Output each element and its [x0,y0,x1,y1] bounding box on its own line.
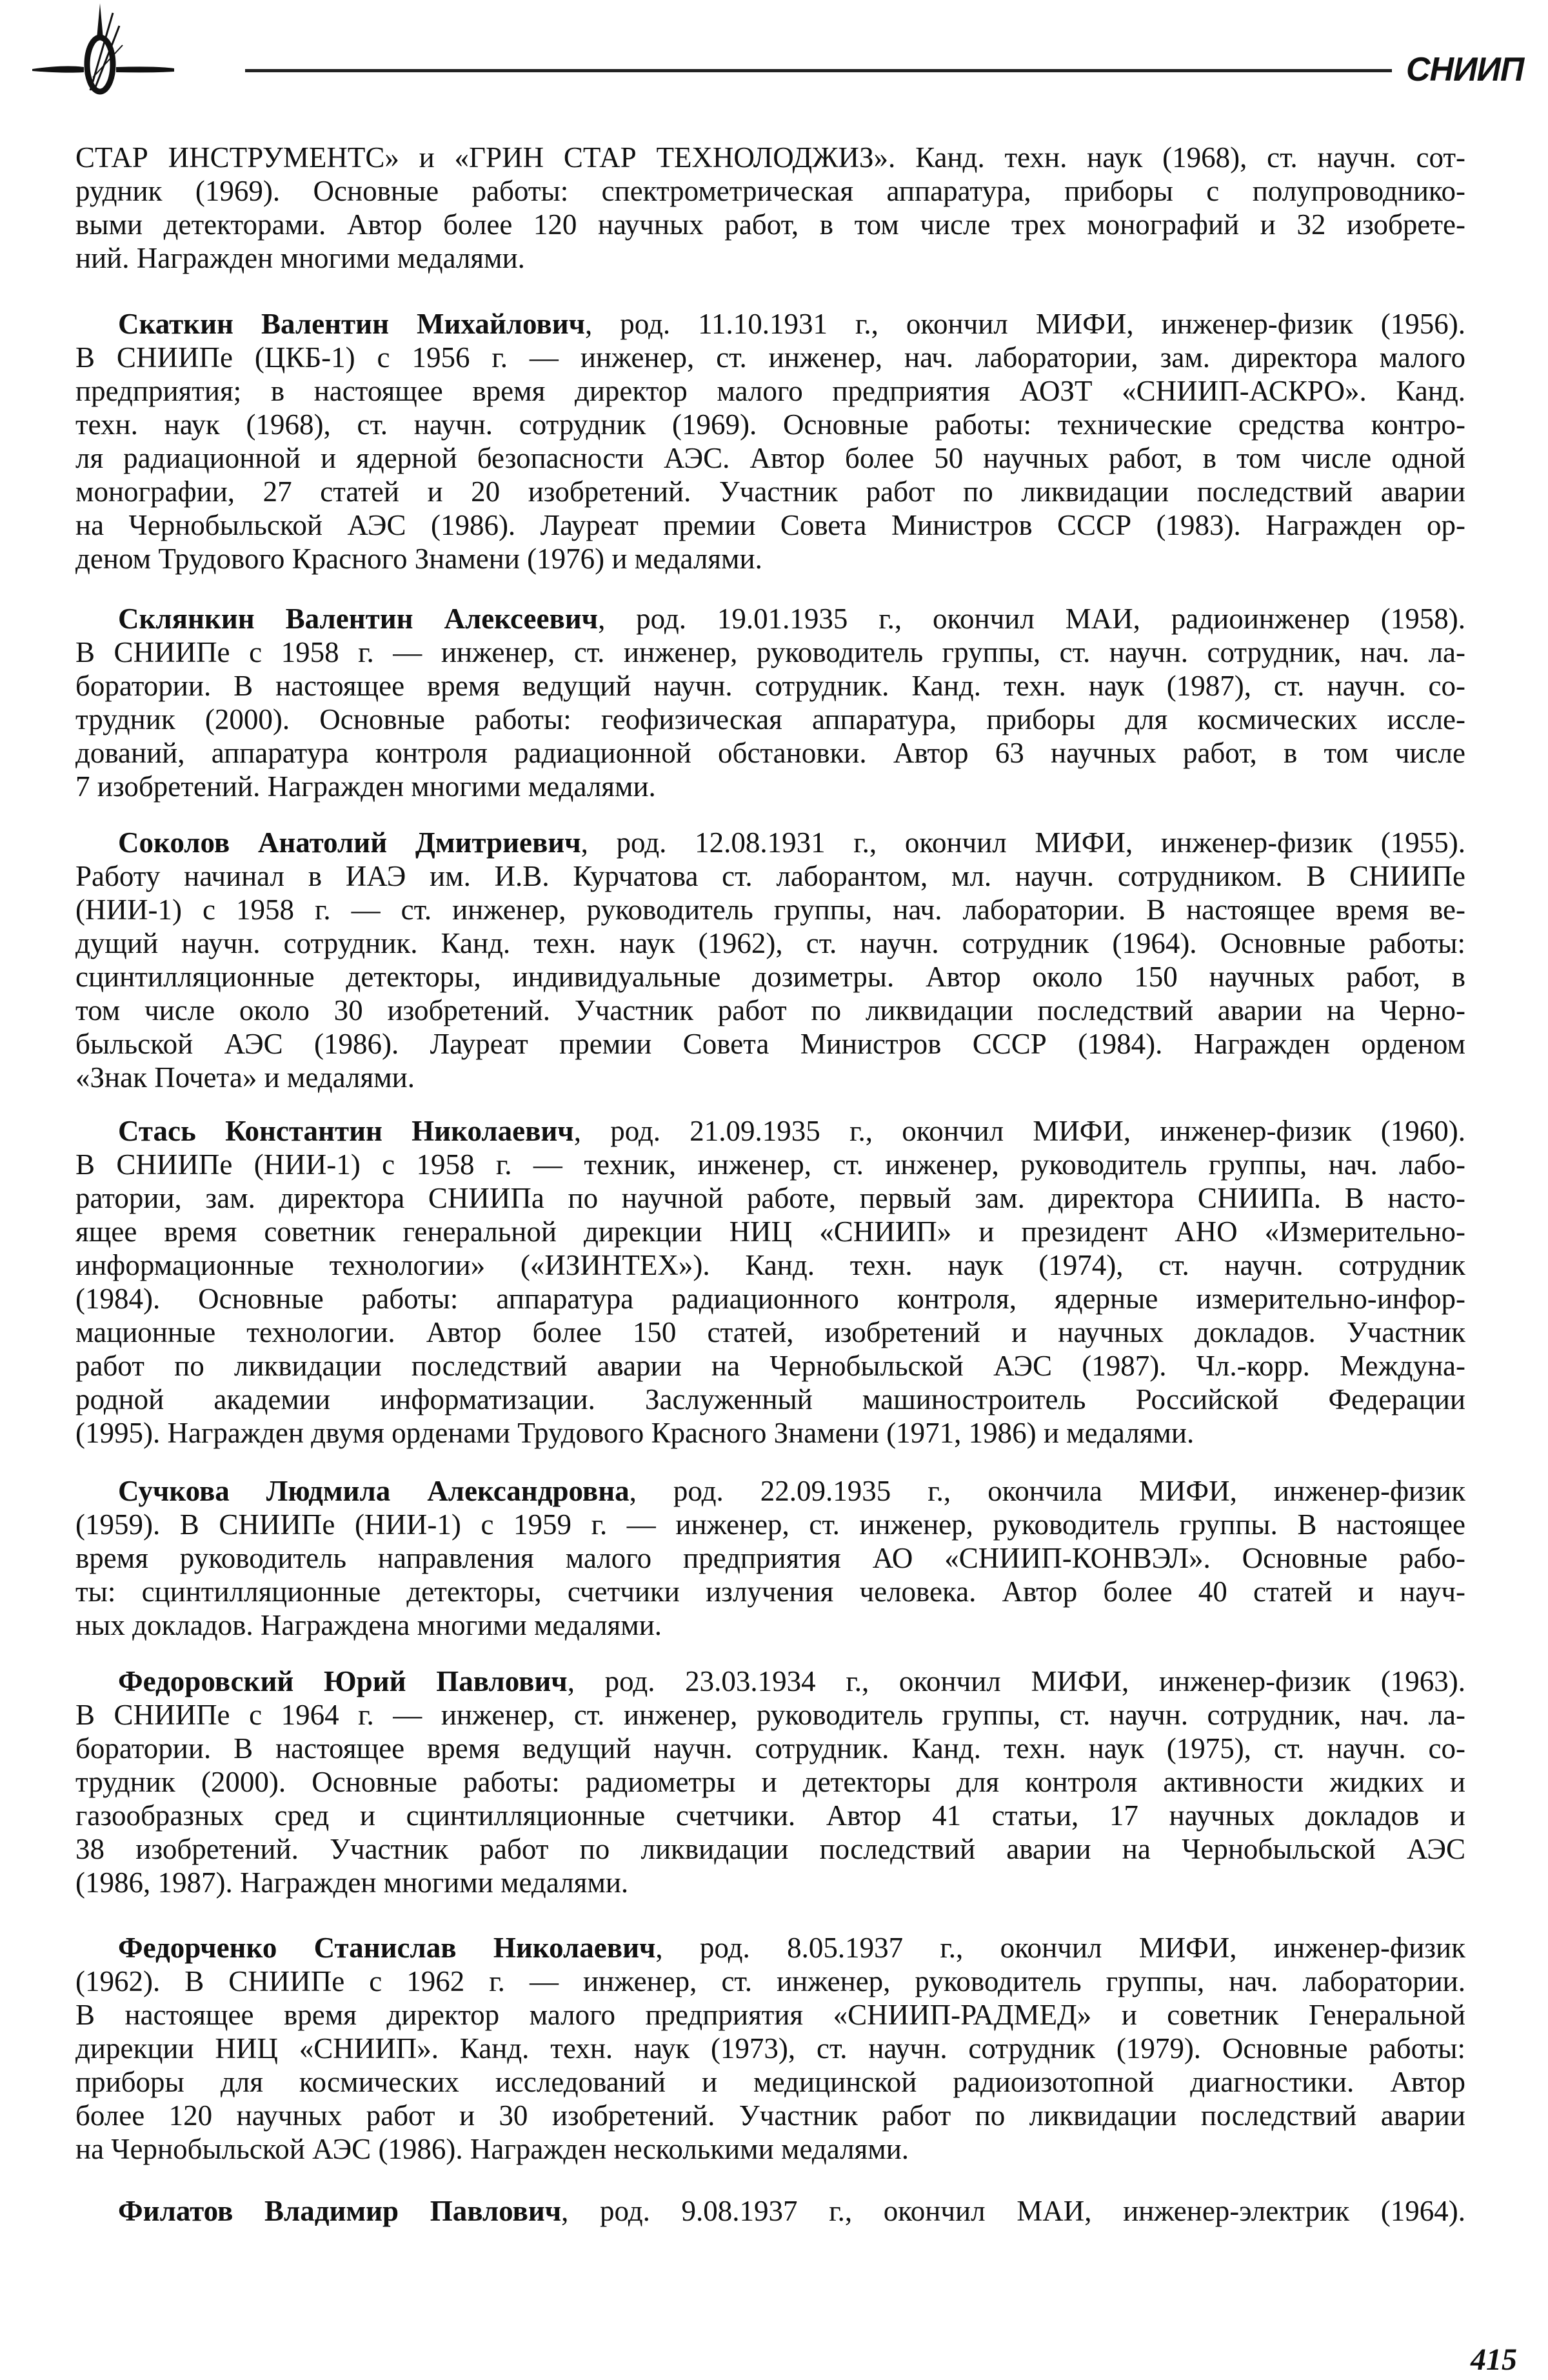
text-line: В СНИИПе с 1964 г. — инженер, ст. инженер, руководитель группы, ст. научн. сотрудник, нач. ла- [75,1699,1465,1731]
entry-text: , род. 19.01.1935 г., окончил МАИ, радиоинженер (1958). [598,603,1465,635]
text-line [75,1114,1465,1148]
text-line: время руководитель направления малого предприятия АО «СНИИП-КОНВЭЛ». Основные рабо- [75,1542,1465,1574]
text-line: том числе около 30 изобретений. Участник работ по ликвидации последствий аварии на Черно- [75,994,1465,1026]
text-line: ящее время советник генеральной дирекции НИЦ «СНИИП» и президент АНО «Измерительно- [75,1215,1465,1248]
text-line [75,1931,1465,1965]
text-line: монографии, 27 статей и 20 изобретений. Участник работ по ликвидации последствий аварии [75,475,1465,508]
text-line: ты: сцинтилляционные детекторы, счетчики излучения человека. Автор более 40 статей и науч- [75,1575,1465,1608]
biography-entry [75,307,1465,575]
text-line: техн. наук (1968), ст. научн. сотрудник (1969). Основные работы: технические средства контро- [75,408,1465,441]
biography-entry [75,602,1465,803]
text-line [75,2194,1465,2228]
person-name: Филатов Владимир Павлович [118,2195,562,2227]
continued-paragraph [75,141,1465,275]
text-line [75,1474,1465,1508]
text-line: СТАР ИНСТРУМЕНТС» и «ГРИН СТАР ТЕХНОЛОДЖИЗ». Канд. техн. наук (1968), ст. научн. сот- [75,141,1465,174]
text-line: приборы для космических исследований и медицинской радиоизотопной диагностики. Автор [75,2066,1465,2098]
entry-text: , род. 22.09.1935 г., окончила МИФИ, инженер-физик [629,1475,1465,1507]
entry-text: , род. 12.08.1931 г., окончил МИФИ, инженер-физик (1955). [580,826,1465,859]
text-line: на Чернобыльской АЭС (1986). Награжден несколькими медалями. [75,2133,909,2165]
text-line: В СНИИПе (НИИ-1) с 1958 г. — техник, инженер, ст. инженер, руководитель группы, нач. лабо- [75,1148,1465,1181]
text-line: (1984). Основные работы: аппаратура радиационного контроля, ядерные измерительно-инфор- [75,1283,1465,1315]
text-line: дущий научн. сотрудник. Канд. техн. наук (1962), ст. научн. сотрудник (1964). Основные работы: [75,927,1465,959]
text-line: ратории, зам. директора СНИИПа по научной работе, первый зам. директора СНИИПа. В насто- [75,1182,1465,1214]
text-line: боратории. В настоящее время ведущий научн. сотрудник. Канд. техн. наук (1975), ст. научн. со- [75,1732,1465,1765]
text-line: газообразных сред и сцинтилляционные счетчики. Автор 41 статьи, 17 научных докладов и [75,1799,1465,1832]
text-line: (1986, 1987). Награжден многими медалями. [75,1866,629,1899]
text-line: В настоящее время директор малого предприятия «СНИИП-РАДМЕД» и советник Генеральной [75,1999,1465,2031]
text-line: информационные технологии» («ИЗИНТЕХ»). Канд. техн. наук (1974), ст. научн. сотрудник [75,1249,1465,1281]
page-number: 415 [1471,2343,1517,2377]
text-line: мационные технологии. Автор более 150 статей, изобретений и научных докладов. Участник [75,1316,1465,1348]
text-line: В СНИИПе с 1958 г. — инженер, ст. инженер, руководитель группы, ст. научн. сотрудник, нач. ла- [75,636,1465,668]
person-name: Склянкин Валентин Алексеевич [118,603,599,635]
text-line: на Чернобыльской АЭС (1986). Лауреат премии Совета Министров СССР (1983). Награжден ор- [75,509,1465,541]
text-line: Работу начинал в ИАЭ им. И.В. Курчатова ст. лаборантом, мл. научн. сотрудником. В СНИИПе [75,860,1465,892]
entry-text: , род. 21.09.1935 г., окончил МИФИ, инженер-физик (1960). [573,1115,1465,1147]
text-line: сцинтилляционные детекторы, индивидуальные дозиметры. Автор около 150 научных работ, в [75,961,1465,993]
text-line: ля радиационной и ядерной безопасности АЭС. Автор более 50 научных работ, в том числе одной [75,442,1465,474]
text-line: родной академии информатизации. Заслуженный машиностроитель Российской Федерации [75,1383,1465,1415]
entry-text: , род. 9.08.1937 г., окончил МАИ, инженер-электрик (1964). [561,2195,1465,2227]
entry-text: , род. 8.05.1937 г., окончил МИФИ, инженер-физик [655,1932,1465,1964]
biography-entry [75,1665,1465,1899]
person-name: Стась Константин Николаевич [118,1115,574,1147]
text-line: ных докладов. Награждена многими медалями. [75,1609,662,1641]
person-name: Федоровский Юрий Павлович [118,1665,568,1697]
text-line: «Знак Почета» и медалями. [75,1061,415,1094]
entry-text: , род. 23.03.1934 г., окончил МИФИ, инженер-физик (1963). [567,1665,1465,1697]
text-line: (1959). В СНИИПе (НИИ-1) с 1959 г. — инженер, ст. инженер, руководитель группы. В настоящее [75,1508,1465,1541]
text-line [75,307,1465,341]
person-name: Сучкова Людмила Александровна [118,1475,630,1507]
person-name: Соколов Анатолий Дмитриевич [118,826,581,859]
text-line: В СНИИПе (ЦКБ-1) с 1956 г. — инженер, ст. инженер, нач. лаборатории, зам. директора малого [75,341,1465,374]
text-line: (1962). В СНИИПе с 1962 г. — инженер, ст. инженер, руководитель группы, нач. лаборатории. [75,1965,1465,1997]
text-line: деном Трудового Красного Знамени (1976) и медалями. [75,543,762,575]
text-line: боратории. В настоящее время ведущий научн. сотрудник. Канд. техн. наук (1987), ст. научн. со- [75,670,1465,702]
text-line: работ по ликвидации последствий аварии на Чернобыльской АЭС (1987). Чл.-корр. Междуна- [75,1350,1465,1382]
biography-entry [75,826,1465,1094]
text-line [75,1665,1465,1698]
text-line: трудник (2000). Основные работы: геофизическая аппаратура, приборы для космических иссле- [75,703,1465,735]
text-line: дований, аппаратура контроля радиационной обстановки. Автор 63 научных работ, в том числе [75,737,1465,769]
text-line: 7 изобретений. Награжден многими медалями. [75,770,656,803]
running-head: СНИИП [1406,51,1524,88]
biography-entry [75,1474,1465,1642]
text-line: более 120 научных работ и 30 изобретений. Участник работ по ликвидации последствий аварии [75,2099,1465,2132]
text-line [75,826,1465,859]
text-line: дирекции НИЦ «СНИИП». Канд. техн. наук (1973), ст. научн. сотрудник (1979). Основные работы: [75,2032,1465,2065]
text-line: (1995). Награжден двумя орденами Трудового Красного Знамени (1971, 1986) и медалями. [75,1417,1195,1449]
sniip-logo-icon [26,0,239,97]
entry-text: , род. 11.10.1931 г., окончил МИФИ, инженер-физик (1956). [585,308,1465,340]
text-line: предприятия; в настоящее время директор малого предприятия АОЗТ «СНИИП-АСКРО». Канд. [75,375,1465,407]
biography-entry [75,2194,1465,2228]
person-name: Федорченко Станислав Николаевич [118,1932,656,1964]
text-line: быльской АЭС (1986). Лауреат премии Совета Министров СССР (1984). Награжден орденом [75,1028,1465,1060]
text-line: выми детекторами. Автор более 120 научных работ, в том числе трех монографий и 32 изобрете- [75,208,1465,241]
biography-entry [75,1931,1465,2166]
biography-entry [75,1114,1465,1450]
text-line: ний. Награжден многими медалями. [75,242,525,274]
text-line: рудник (1969). Основные работы: спектрометрическая аппаратура, приборы с полупроводнико- [75,175,1465,207]
header-rule [245,69,1392,72]
text-line: трудник (2000). Основные работы: радиометры и детекторы для контроля активности жидких и [75,1766,1465,1798]
text-line: (НИИ-1) с 1958 г. — ст. инженер, руководитель группы, нач. лаборатории. В настоящее время ве- [75,894,1465,926]
person-name: Скаткин Валентин Михайлович [118,308,586,340]
text-line: 38 изобретений. Участник работ по ликвидации последствий аварии на Чернобыльской АЭС [75,1833,1465,1865]
text-line [75,602,1465,635]
